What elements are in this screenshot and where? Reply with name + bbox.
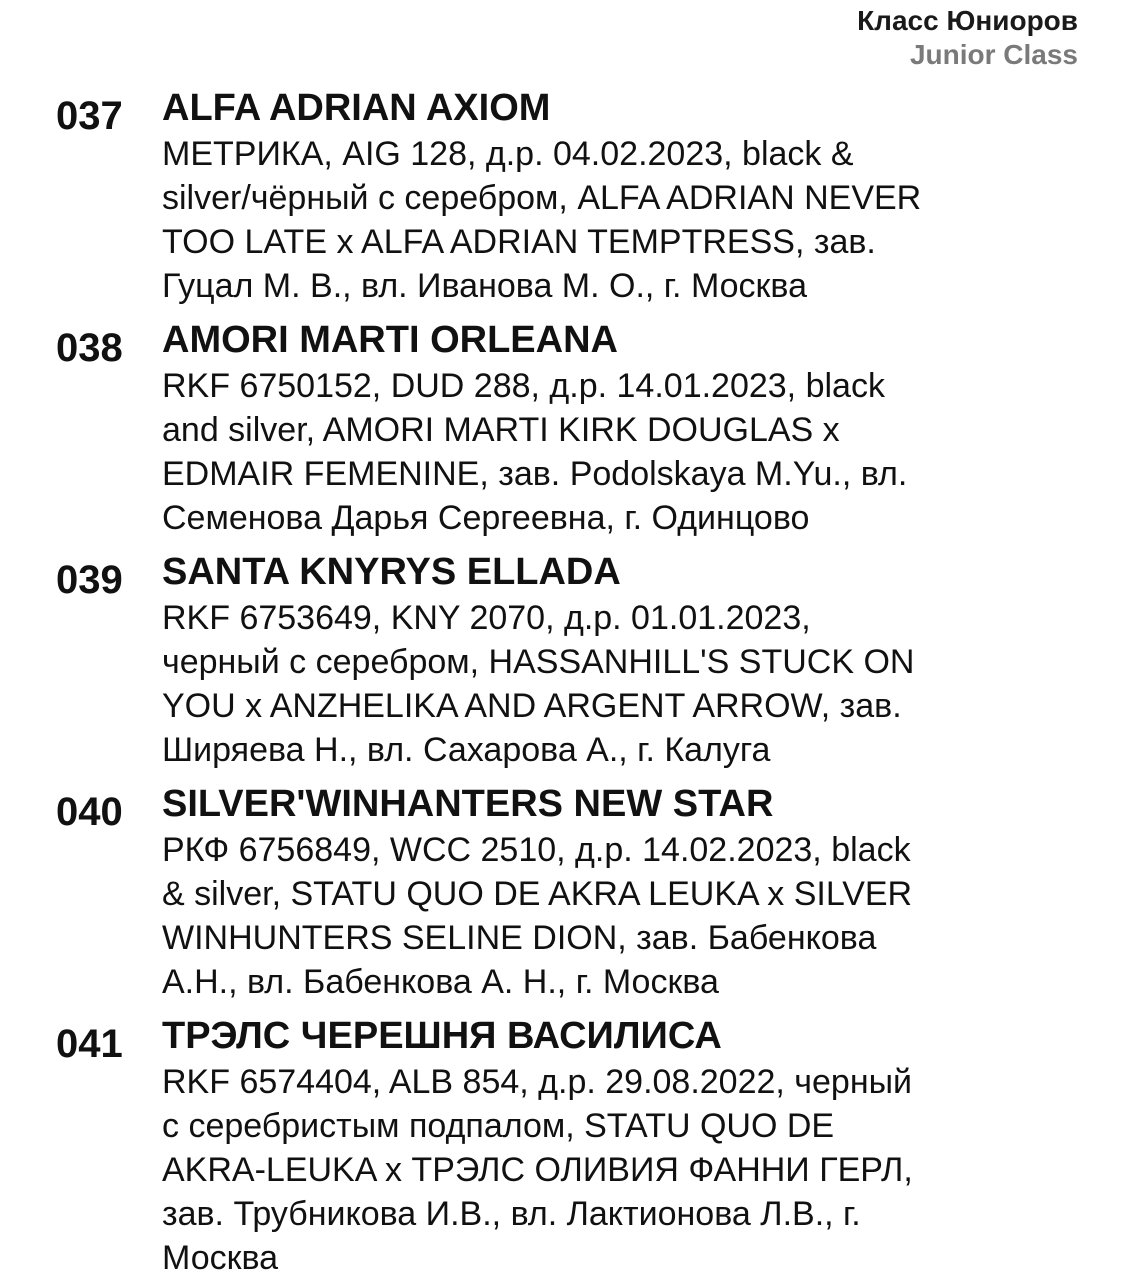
entry-detail-line: RKF 6753649, KNY 2070, д.р. 01.01.2023, — [162, 599, 811, 637]
entry-number: 037 — [56, 94, 123, 138]
class-title-ru: Класс Юниоров — [857, 5, 1078, 36]
entry-039 — [0, 548, 1134, 780]
entry-details — [162, 1060, 1092, 1280]
entry-detail-line: Ширяева Н., вл. Сахарова А., г. Калуга — [162, 731, 771, 769]
entry-details — [162, 132, 1092, 308]
entry-038 — [0, 316, 1134, 548]
entry-details — [162, 596, 1092, 772]
entry-name: SANTA KNYRYS ELLADA — [162, 551, 621, 593]
entry-detail-line: & silver, STATU QUO DE AKRA LEUKA x SILVER — [162, 875, 913, 913]
entry-040 — [0, 780, 1134, 1012]
class-title-en: Junior Class — [909, 39, 1078, 70]
entry-detail-line: AKRA-LEUKA x ТРЭЛС ОЛИВИЯ ФАННИ ГЕРЛ, — [162, 1151, 913, 1189]
entry-name: ТРЭЛС ЧЕРЕШНЯ ВАСИЛИСА — [162, 1015, 722, 1057]
entry-detail-line: YOU x ANZHELIKA AND ARGENT ARROW, зав. — [162, 687, 902, 725]
entry-details — [162, 828, 1092, 1004]
entry-detail-line: EDMAIR FEMENINE, зав. Podolskaya M.Yu., вл. — [162, 455, 908, 493]
entry-number: 040 — [56, 790, 123, 834]
entry-041 — [0, 1012, 1134, 1277]
entry-detail-line: МЕТРИКА, AIG 128, д.р. 04.02.2023, black & — [162, 135, 854, 173]
entry-detail-line: RKF 6750152, DUD 288, д.р. 14.01.2023, black — [162, 367, 885, 405]
entry-number: 039 — [56, 558, 123, 602]
entries-list — [0, 84, 1134, 1277]
entry-detail-line: WINHUNTERS SELINE DION, зав. Бабенкова — [162, 919, 877, 957]
entry-detail-line: silver/чёрный с серебром, ALFA ADRIAN NEVER — [162, 179, 922, 217]
entry-name: AMORI MARTI ORLEANA — [162, 319, 618, 361]
entry-number: 041 — [56, 1022, 123, 1066]
entry-detail-line: зав. Трубникова И.В., вл. Лактионова Л.В., г. — [162, 1195, 861, 1233]
entry-detail-line: Гуцал М. В., вл. Иванова М. О., г. Москва — [162, 267, 808, 305]
entry-number: 038 — [56, 326, 123, 370]
entry-detail-line: А.Н., вл. Бабенкова А. Н., г. Москва — [162, 963, 719, 1001]
entry-detail-line: Москва — [162, 1239, 279, 1277]
class-header — [857, 4, 1078, 72]
entry-detail-line: TOO LATE x ALFA ADRIAN TEMPTRESS, зав. — [162, 223, 876, 261]
entry-detail-line: and silver, AMORI MARTI KIRK DOUGLAS x — [162, 411, 840, 449]
entry-detail-line: RKF 6574404, ALB 854, д.р. 29.08.2022, черный — [162, 1063, 913, 1101]
entry-details — [162, 364, 1092, 540]
entry-037 — [0, 84, 1134, 316]
entry-detail-line: с серебристым подпалом, STATU QUO DE — [162, 1107, 835, 1145]
entry-name: SILVER'WINHANTERS NEW STAR — [162, 783, 774, 825]
entry-detail-line: РКФ 6756849, WCC 2510, д.р. 14.02.2023, black — [162, 831, 911, 869]
entry-detail-line: Семенова Дарья Сергеевна, г. Одинцово — [162, 499, 810, 537]
entry-detail-line: черный с серебром, HASSANHILL'S STUCK ON — [162, 643, 915, 681]
entry-name: ALFA ADRIAN AXIOM — [162, 87, 551, 129]
